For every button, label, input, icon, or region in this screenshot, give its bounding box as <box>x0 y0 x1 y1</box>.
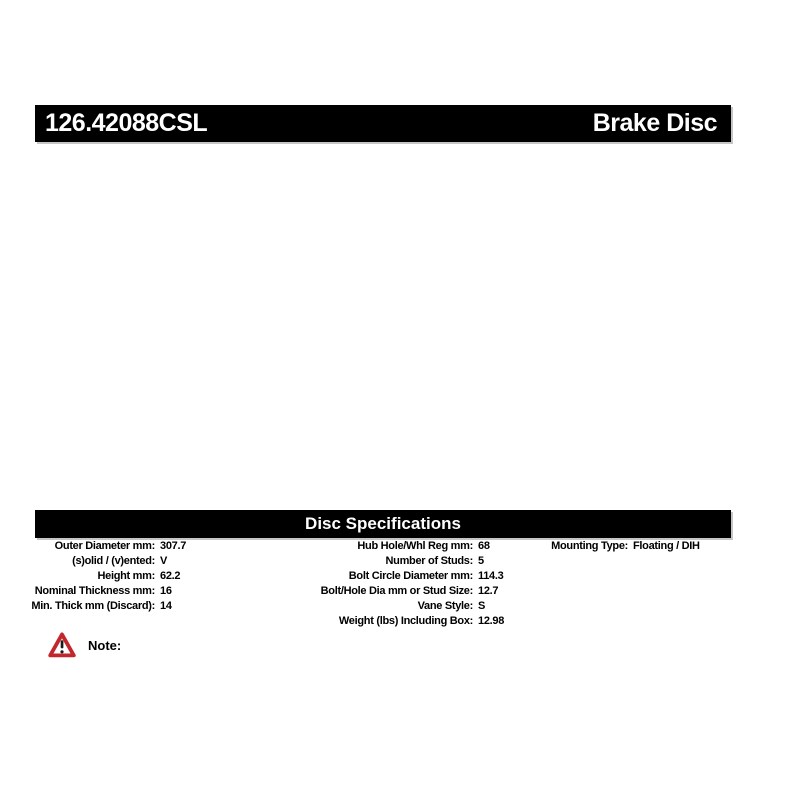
spec-label: Height mm: <box>97 570 155 582</box>
header-bar <box>35 105 731 142</box>
spec-label: (s)olid / (v)ented: <box>72 555 155 567</box>
spec-value: 307.7 <box>160 540 187 552</box>
spec-row <box>20 539 186 554</box>
spec-label: Number of Studs: <box>385 555 473 567</box>
spec-value: 14 <box>160 600 172 612</box>
spec-value: 68 <box>478 540 490 552</box>
spec-label: Vane Style: <box>417 600 473 612</box>
spec-label: Outer Diameter mm: <box>54 540 155 552</box>
spec-row <box>20 569 186 584</box>
spec-row <box>20 554 186 569</box>
spec-value: V <box>160 555 168 567</box>
spec-label: Bolt/Hole Dia mm or Stud Size: <box>320 585 473 597</box>
warning-triangle-icon <box>48 632 76 658</box>
part-number: 126.42088CSL <box>45 109 208 137</box>
spec-column-mounting-dims <box>270 539 504 629</box>
spec-row <box>530 539 700 554</box>
spec-value: 62.2 <box>160 570 181 582</box>
spec-row <box>270 614 504 629</box>
spec-value: 12.7 <box>478 585 499 597</box>
spec-label: Nominal Thickness mm: <box>34 585 155 597</box>
note-label: Note: <box>88 637 122 653</box>
spec-label: Mounting Type: <box>551 540 628 552</box>
spec-section-title: Disc Specifications <box>305 514 461 533</box>
spec-value: 12.98 <box>478 615 505 627</box>
spec-row <box>270 599 504 614</box>
note-section <box>48 631 121 659</box>
spec-value: 5 <box>478 555 484 567</box>
spec-label: Min. Thick mm (Discard): <box>31 600 155 612</box>
spec-column-mounting-type <box>530 539 700 554</box>
spec-label: Weight (lbs) Including Box: <box>338 615 473 627</box>
spec-label: Hub Hole/Whl Reg mm: <box>357 540 473 552</box>
spec-value: S <box>478 600 486 612</box>
spec-row <box>270 539 504 554</box>
spec-value: 16 <box>160 585 172 597</box>
spec-value: Floating / DIH <box>633 540 700 552</box>
spec-column-dimensions <box>20 539 186 614</box>
spec-row <box>20 584 186 599</box>
spec-row <box>270 554 504 569</box>
spec-row <box>270 584 504 599</box>
spec-label: Bolt Circle Diameter mm: <box>348 570 473 582</box>
product-title: Brake Disc <box>592 109 717 137</box>
spec-section-header <box>35 510 731 538</box>
spec-row <box>20 599 186 614</box>
spec-row <box>270 569 504 584</box>
spec-value: 114.3 <box>478 570 504 582</box>
